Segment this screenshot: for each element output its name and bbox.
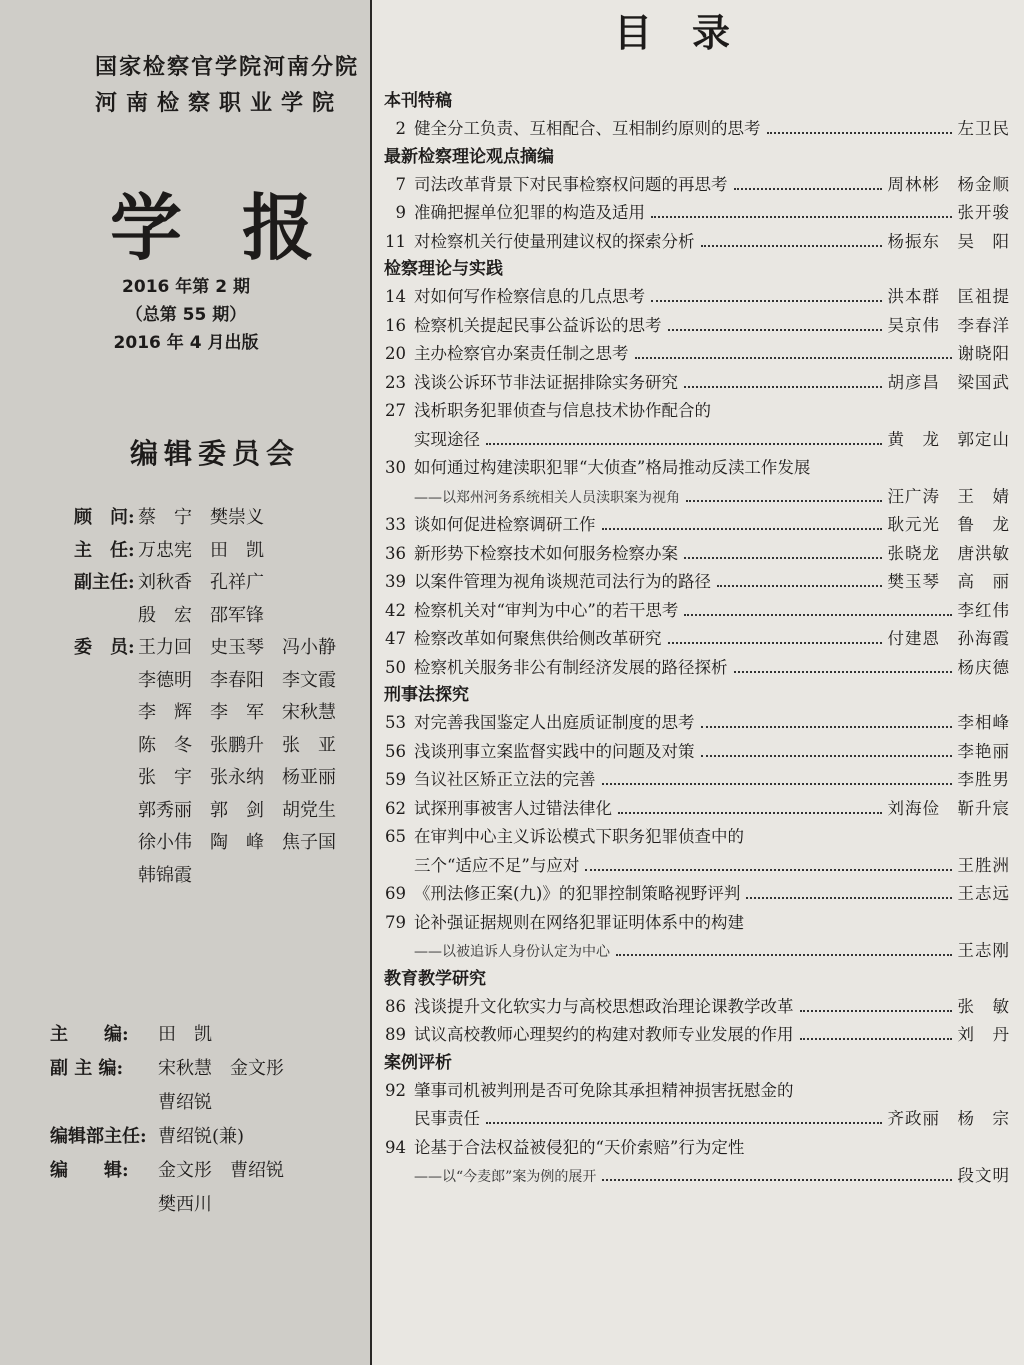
board-row [74,730,364,763]
board-names: 韩锦霞 [138,864,192,886]
toc-section-heading: 本刊特稿 [384,91,452,111]
toc-leader-dots [800,1010,952,1012]
board-role [74,795,138,828]
toc-page-number: 33 [385,515,406,534]
toc-entry[interactable] [374,283,1018,312]
toc-article-title: 检察机关提起民事公益诉讼的思考 [414,315,662,335]
toc-title: 目录 [614,10,771,55]
toc-entry[interactable] [374,228,1018,257]
toc-entry[interactable] [374,171,1018,200]
toc-article-title: 对如何写作检察信息的几点思考 [414,287,645,306]
toc-entry[interactable] [374,340,1018,369]
toc-leader-dots [686,500,882,502]
toc-entry[interactable] [374,397,1018,454]
toc-section-heading: 最新检察理论观点摘编 [384,146,554,167]
toc-entry[interactable] [374,654,1018,683]
staff-names: 曹绍锐(兼) [158,1126,245,1147]
toc-leader-dots [767,132,952,134]
toc-entry-line [374,993,1018,1022]
toc-author: 周林彬 杨金顺 [887,174,1010,194]
toc-article-subtitle: ——以被追诉人身份认定为中心 [414,944,610,960]
toc-leader-dots [684,614,951,616]
toc-entry-line [374,228,1018,257]
board-names: 张 宇 张永纳 杨亚丽 [138,767,336,788]
toc-entry-line [374,199,1018,228]
toc-leader-dots [734,188,882,190]
toc-page-number: 89 [385,1025,406,1044]
toc-entry-line [374,625,1018,654]
toc-entry-line [374,823,1018,852]
toc-article-title: 论补强证据规则在网络犯罪证明体系中的构建 [414,912,744,932]
toc-entry[interactable] [374,795,1018,824]
staff-role: 副 主 编: [50,1058,124,1079]
board-role [74,860,138,893]
toc-author: 胡彦昌 梁国武 [887,372,1010,392]
toc-author: 齐政丽 杨 宗 [887,1109,1010,1128]
board-names: 万忠宪 田 凯 [138,539,264,561]
toc-author: 吴京伟 李春洋 [887,315,1010,335]
toc-entry-line [374,766,1018,795]
board-row [74,697,364,730]
board-row [74,632,364,665]
toc-page-number: 36 [385,543,406,563]
toc-entry[interactable] [374,909,1018,966]
board-role [74,697,138,730]
toc-entry[interactable] [374,738,1018,767]
toc-leader-dots [635,357,952,359]
toc-entry[interactable] [374,1077,1018,1134]
toc-page-number: 7 [395,174,406,194]
staff-row [50,1018,360,1052]
toc-entry-line [374,511,1018,540]
board-names: 郭秀丽 郭 剑 胡党生 [138,799,336,821]
toc-entry[interactable] [374,766,1018,795]
toc-entry-line [374,937,1018,966]
board-names: 李 辉 李 军 宋秋慧 [138,702,336,723]
toc-author: 王胜洲 [957,855,1010,875]
toc-section-heading: 刑事法探究 [384,685,469,705]
toc-entry-line [374,454,1018,483]
toc-leader-dots [668,329,882,331]
toc-page-number: 65 [385,827,406,846]
toc-leader-dots [651,216,952,218]
toc-leader-dots [684,557,882,559]
institution-name-secondary: 河南检察职业学院 [95,90,344,116]
toc-entry[interactable] [374,1021,1018,1050]
toc-article-subtitle: ——以“今麦郎”案为例的展开 [414,1169,597,1185]
toc-leader-dots [585,869,951,871]
board-role [74,762,138,795]
toc-entry-line [374,654,1018,683]
toc-entry[interactable] [374,199,1018,228]
toc-leader-dots [746,897,951,899]
toc-entry-line [374,909,1018,938]
toc-leader-dots [701,726,952,728]
toc-author: 樊玉琴 高 丽 [887,572,1010,591]
board-row [74,860,364,893]
toc-article-title-continued: 三个“适应不足”与应对 [414,855,580,875]
institution-name: 国家检察官学院河南分院 [95,54,360,80]
toc-article-title: 检察改革如何聚焦供给侧改革研究 [414,629,662,648]
toc-leader-dots [618,812,882,814]
staff-row [50,1052,360,1086]
staff-row [50,1188,360,1222]
toc-article-title: 论基于合法权益被侵犯的“天价索赔”行为定性 [414,1137,745,1157]
toc-page-number: 56 [385,741,406,761]
staff-role: 编辑部主任: [50,1126,147,1147]
toc-article-title: 试议高校教师心理契约的构建对教师专业发展的作用 [414,1025,794,1044]
toc-article-title-continued: 实现途径 [414,429,480,449]
toc-article-title: 谈如何促进检察调研工作 [414,515,596,534]
editorial-staff-list [50,1018,360,1222]
toc-article-title: 《刑法修正案(九)》的犯罪控制策略视野评判 [414,884,741,903]
toc-article-title-continued: 民事责任 [414,1109,480,1128]
board-names: 李德明 李春阳 李文霞 [138,669,336,691]
toc-leader-dots [800,1038,952,1040]
board-row [74,795,364,828]
issue-total: （总第 55 期） [125,305,247,325]
board-names: 徐小伟 陶 峰 焦子国 [138,832,336,853]
toc-leader-dots [734,671,952,673]
toc-page-number: 42 [385,600,406,620]
toc-article-title: 在审判中心主义诉讼模式下职务犯罪侦查中的 [414,827,744,846]
toc-article-title: 试探刑事被害人过错法律化 [414,798,612,818]
board-role [74,665,138,698]
toc-entry-line [374,795,1018,824]
board-row [74,502,364,535]
toc-author: 张 敏 [957,996,1010,1016]
issue-number: 2016 年第 2 期 [122,277,250,297]
editorial-board-list [74,502,364,892]
toc-article-title: 对完善我国鉴定人出庭质证制度的思考 [414,713,695,732]
toc-article-title: 新形势下检察技术如何服务检察办案 [414,543,678,563]
toc-page-number: 69 [385,884,406,903]
board-role [74,600,138,633]
staff-names: 宋秋慧 金文彤 [158,1058,284,1079]
toc-author: 王志刚 [957,941,1010,960]
toc-leader-dots [717,585,882,587]
toc-article-title: 浅谈刑事立案监督实践中的问题及对策 [414,741,695,761]
board-row [74,665,364,698]
toc-entry-line [374,426,1018,455]
staff-row [50,1120,360,1154]
toc-entry-line [374,1162,1018,1191]
toc-author: 付建恩 孙海霞 [887,629,1010,648]
toc-entry-line [374,115,1018,144]
toc-entry[interactable] [374,993,1018,1022]
toc-author: 杨振东 吴 阳 [887,231,1010,251]
toc-leader-dots [486,443,882,445]
toc-entry-line [374,738,1018,767]
toc-section-heading: 案例评析 [384,1052,452,1073]
staff-names: 田 凯 [158,1024,212,1045]
toc-leader-dots [616,954,952,956]
toc-author: 刘 丹 [957,1025,1010,1044]
toc-entry[interactable] [374,709,1018,738]
toc-article-title: 浅谈提升文化软实力与高校思想政治理论课教学改革 [414,996,794,1016]
toc-page-number: 27 [385,401,406,420]
issue-date: 2016 年 4 月出版 [113,333,259,353]
journal-title: 学报 [110,185,375,270]
toc-author: 谢晓阳 [957,344,1010,363]
toc-leader-dots [701,245,882,247]
board-names: 蔡 宁 樊崇义 [138,507,264,528]
toc-leader-dots [602,783,952,785]
staff-row [50,1154,360,1188]
staff-role [50,1086,158,1120]
toc-author: 左卫民 [957,119,1010,138]
toc-entry-line [374,397,1018,426]
board-role: 副主任: [74,572,135,593]
toc-page-number: 62 [385,798,406,818]
toc-entry[interactable] [374,115,1018,144]
toc-article-title: 检察机关服务非公有制经济发展的路径探析 [414,657,728,677]
staff-row [50,1086,360,1120]
toc-entry[interactable] [374,511,1018,540]
toc-page-number: 94 [385,1137,406,1157]
toc-entry-line [374,852,1018,881]
toc-leader-dots [602,1179,951,1181]
toc-entry-line [374,1105,1018,1134]
toc-entry-line [374,568,1018,597]
toc-leader-dots [651,300,882,302]
toc-entry-line [374,1134,1018,1163]
toc-author: 汪广涛 王 婧 [887,486,1010,506]
board-names: 王力回 史玉琴 冯小静 [138,637,336,658]
toc-article-title: 浅谈公诉环节非法证据排除实务研究 [414,372,678,392]
toc-author: 李艳丽 [957,741,1010,761]
toc-page-number: 92 [385,1080,406,1100]
board-row [74,827,364,860]
toc-entry[interactable] [374,312,1018,341]
toc-entry-line [374,597,1018,626]
board-row [74,567,364,600]
toc-page-number: 39 [385,572,406,591]
toc-page-number: 86 [385,996,406,1016]
toc-page-number: 11 [385,231,406,251]
toc-author: 耿元光 鲁 龙 [887,515,1010,534]
staff-role: 主 编: [50,1024,129,1045]
toc-page-number: 50 [385,657,406,677]
toc-article-title: 检察机关对“审判为中心”的若干思考 [414,600,679,620]
toc-page-number: 2 [395,119,406,138]
toc-article-title: 浅析职务犯罪侦查与信息技术协作配合的 [414,401,711,420]
board-row [74,600,364,633]
toc-article-title: 对检察机关行使量刑建议权的探索分析 [414,231,695,251]
staff-names: 金文彤 曹绍锐 [158,1160,284,1181]
toc-page-number: 23 [385,372,406,392]
toc-article-title: 准确把握单位犯罪的构造及适用 [414,203,645,222]
toc-entry-line [374,340,1018,369]
toc-author: 王志远 [957,884,1010,903]
toc-entry[interactable] [374,880,1018,909]
board-names: 陈 冬 张鹏升 张 亚 [138,734,336,756]
staff-role [50,1188,158,1222]
toc-article-title: 肇事司机被判刑是否可免除其承担精神损害抚慰金的 [414,1080,794,1100]
toc-author: 杨庆德 [957,657,1010,677]
toc-leader-dots [701,755,952,757]
toc-author: 黄 龙 郭定山 [887,429,1010,449]
toc-author: 张晓龙 唐洪敏 [887,543,1010,563]
board-row [74,762,364,795]
toc-entry-line [374,312,1018,341]
toc-article-title: 司法改革背景下对民事检察权问题的再思考 [414,174,728,194]
toc-entry-line [374,880,1018,909]
toc-leader-dots [602,528,882,530]
toc-author: 张开骏 [957,203,1010,222]
toc-entry[interactable] [374,454,1018,511]
board-role: 顾 问: [74,507,135,528]
toc-author: 段文明 [957,1166,1010,1185]
toc-entry-line [374,171,1018,200]
toc-entry[interactable] [374,823,1018,880]
toc-entry-line [374,369,1018,398]
toc-page-number: 30 [385,458,406,477]
staff-names: 曹绍锐 [158,1092,212,1113]
board-names: 刘秋香 孔祥广 [138,572,264,593]
toc-page-number: 47 [385,629,406,648]
toc-article-title: 以案件管理为视角谈规范司法行为的路径 [414,572,711,591]
toc-entry-line [374,283,1018,312]
staff-names: 樊西川 [158,1194,212,1215]
toc-author: 洪本群 匡祖提 [887,287,1010,306]
board-role: 委 员: [74,637,135,658]
toc-page-number: 79 [385,912,406,932]
toc-author: 李红伟 [957,600,1010,620]
board-role: 主 任: [74,539,135,561]
toc-entry[interactable] [374,369,1018,398]
toc-leader-dots [684,386,882,388]
toc-entry-line [374,1021,1018,1050]
toc-page-number: 16 [385,315,406,335]
board-names: 殷 宏 邵军锋 [138,604,264,626]
toc-entry[interactable] [374,597,1018,626]
toc-entry-line [374,483,1018,512]
toc-section-heading: 检察理论与实践 [384,259,503,279]
toc-list [374,88,1018,1191]
toc-article-subtitle: ——以郑州河务系统相关人员渎职案为视角 [414,489,680,506]
toc-article-title: 刍议社区矫正立法的完善 [414,770,596,789]
toc-leader-dots [668,642,882,644]
board-role [74,827,138,860]
table-of-contents-panel [374,0,1024,1365]
toc-entry[interactable] [374,1134,1018,1191]
toc-entry[interactable] [374,568,1018,597]
editorial-board-title: 编辑委员会 [130,437,301,470]
toc-page-number: 9 [395,203,406,222]
toc-leader-dots [486,1122,882,1124]
board-row [74,535,364,568]
toc-entry-line [374,1077,1018,1106]
toc-article-title: 健全分工负责、互相配合、互相制约原则的思考 [414,119,761,138]
toc-page-number: 53 [385,713,406,732]
toc-author: 李相峰 [957,713,1010,732]
toc-author: 刘海俭 靳升宸 [887,798,1010,818]
toc-entry[interactable] [374,625,1018,654]
staff-role: 编 辑: [50,1160,129,1181]
toc-section-heading: 教育教学研究 [384,968,486,989]
toc-article-title: 主办检察官办案责任制之思考 [414,344,629,363]
toc-page-number: 20 [385,344,406,363]
toc-entry-line [374,709,1018,738]
toc-article-title: 如何通过构建渎职犯罪“大侦查”格局推动反渎工作发展 [414,458,811,477]
toc-entry-line [374,540,1018,569]
toc-entry[interactable] [374,540,1018,569]
board-role [74,730,138,763]
toc-page-number: 14 [385,287,406,306]
toc-page-number: 59 [385,770,406,789]
toc-author: 李胜男 [957,770,1010,789]
masthead-panel [0,0,375,1365]
